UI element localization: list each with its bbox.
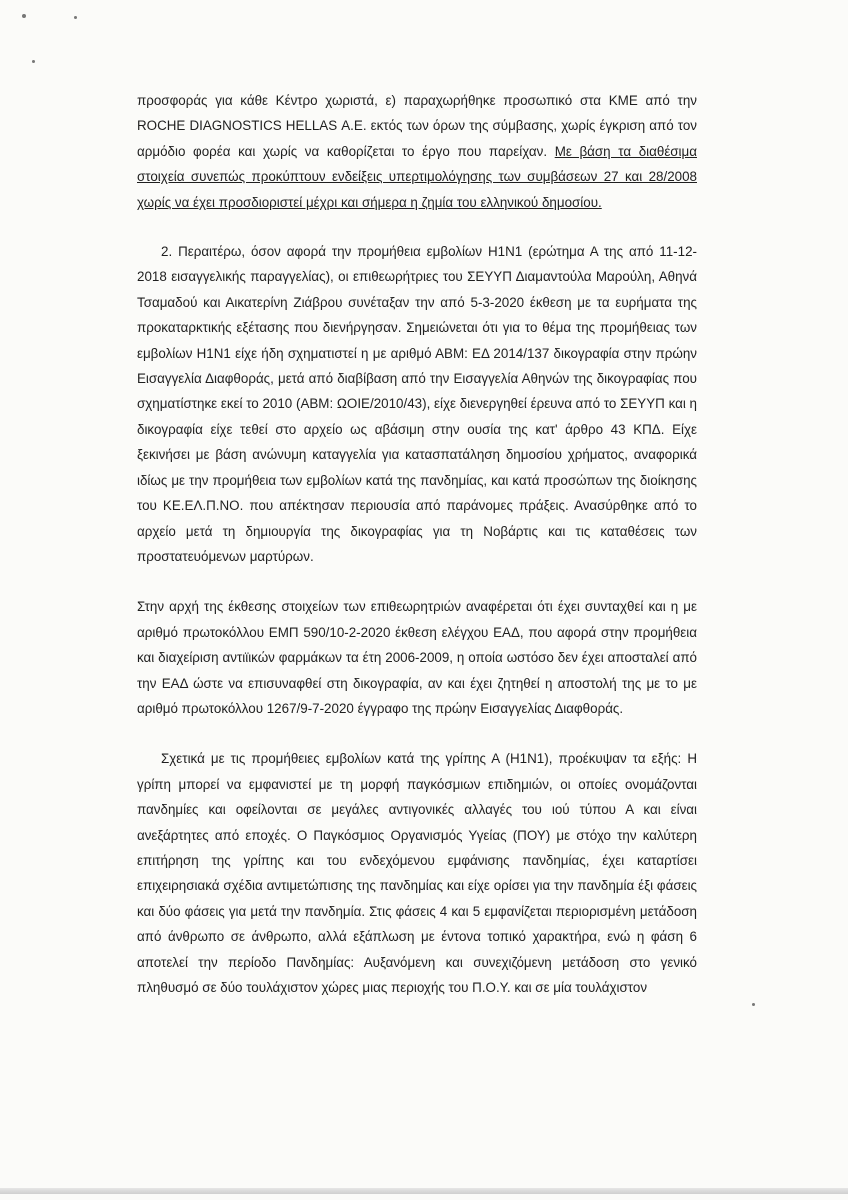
- scan-speck: [74, 16, 77, 19]
- scan-speck: [752, 1003, 755, 1006]
- paragraph-h1n1-vaccines: 2. Περαιτέρω, όσον αφορά την προμήθεια εμβολίων H1N1 (ερώτημα Α της από 11-12-2018 εισαγγελικής παραγγελίας), οι επιθεωρήτριες του ΣΕΥΥΠ Διαμαντούλα Μαρούλη, Αθηνά Τσαμαδού και Αικατερίνη Ζιάβρου συνέταξαν την από 5-3-2020 έκθεση με τα ευρήματα της προκαταρκτικής εξέτασης που διενήργησαν. Σημειώνεται ότι για το θέμα της προμήθειας των εμβολίων H1N1 είχε ήδη σχηματιστεί η με αριθμό ΑΒΜ: ΕΔ 2014/137 δικογραφία στην πρώην Εισαγγελία Διαφθοράς, μετά από διαβίβαση από την Εισαγγελία Αθηνών της δικογραφίας που σχηματίστηκε εκεί το 2010 (ΑΒΜ: ΩΟΙΕ/2010/43), είχε διενεργηθεί έρευνα από το ΣΕΥΥΠ και η δικογραφία είχε τεθεί στο αρχείο ως αβάσιμη στην ουσία της κατ' άρθρο 43 ΚΠΔ. Είχε ξεκινήσει με βάση ανώνυμη καταγγελία για κατασπατάληση δημοσίου χρήματος, αναφορικά ιδίως με την προμήθεια των εμβολίων κατά της πανδημίας, και κατά προσώπων της διοίκησης του ΚΕ.ΕΛ.Π.ΝΟ. που απέκτησαν περιουσία από παράνομες πράξεις. Ανασύρθηκε από το αρχείο μετά τη δημιουργία της δικογραφίας για τη Νοβάρτις και τις καταθέσεις των προστατευόμενων μαρτύρων.: [137, 244, 697, 564]
- underlined-conclusion: Με βάση τα διαθέσιμα στοιχεία συνεπώς προκύπτουν ενδείξεις υπερτιμολόγησης των συμβάσεων 27 και 28/2008 χωρίς να έχει προσδιοριστεί μέχρι και σήμερα η ζημία του ελληνικού δημοσίου.: [137, 143, 697, 210]
- scan-speck: [22, 14, 26, 18]
- scan-speck: [32, 60, 35, 63]
- paragraph-text: προσφοράς για κάθε Κέντρο χωριστά, ε) παραχωρήθηκε προσωπικό στα ΚΜΕ από την ROCHE DIAGNOSTICS HELLAS Α.Ε. εκτός των όρων της σύμβασης, χωρίς έγκριση από τον αρμόδιο φορέα και χωρίς να καθορίζεται το έργο που παρείχαν.: [137, 93, 697, 159]
- paragraph-continuation: [137, 88, 697, 215]
- paragraph-flu-pandemic: Σχετικά με τις προμήθειες εμβολίων κατά της γρίπης Α (H1N1), προέκυψαν τα εξής: Η γρίπη μπορεί να εμφανιστεί με τη μορφή παγκόσμιων επιδημιών, οι οποίες ονομάζονται πανδημίες και οφείλονται σε μεγάλες αντιγονικές αλλαγές του ιού τύπου Α και είναι ανεξάρτητες από εποχές. Ο Παγκόσμιος Οργανισμός Υγείας (ΠΟΥ) με στόχο την καλύτερη επιτήρηση της γρίπης και του ενδεχόμενου εμφάνισης πανδημίας, έχει καταρτίσει επιχειρησιακά σχέδια αντιμετώπισης της πανδημίας και είχε ορίσει για την πανδημία έξι φάσεις και δύο φάσεις για μετά την πανδημία. Στις φάσεις 4 και 5 εμφανίζεται περιορισμένη μετάδοση από άνθρωπο σε άνθρωπο, αλλά εξάπλωση με έντονα τοπικό χαρακτήρα, ενώ η φάση 6 αποτελεί την περίοδο Πανδημίας: Αυξανόμενη και συνεχιζόμενη μετάδοση στο γενικό πληθυσμό σε δύο τουλάχιστον χώρες μιας περιοχής του Π.Ο.Υ. και σε μία τουλάχιστον: [137, 751, 697, 995]
- document-body: [137, 88, 697, 1025]
- scan-bottom-edge: [0, 1188, 848, 1194]
- paragraph-inspection-report: Στην αρχή της έκθεσης στοιχείων των επιθεωρητριών αναφέρεται ότι έχει συνταχθεί και η με αριθμό πρωτοκόλλου ΕΜΠ 590/10-2-2020 έκθεση ελέγχου ΕΑΔ, που αφορά στην προμήθεια και διαχείριση αντιϊικών φαρμάκων τα έτη 2006-2009, η οποία ωστόσο δεν έχει αποσταλεί από την ΕΑΔ ώστε να επισυναφθεί στη δικογραφία, αν και έχει ζητηθεί η αποστολή της με το με αριθμό πρωτοκόλλου 1267/9-7-2020 έγγραφο της πρώην Εισαγγελίας Διαφθοράς.: [137, 599, 697, 716]
